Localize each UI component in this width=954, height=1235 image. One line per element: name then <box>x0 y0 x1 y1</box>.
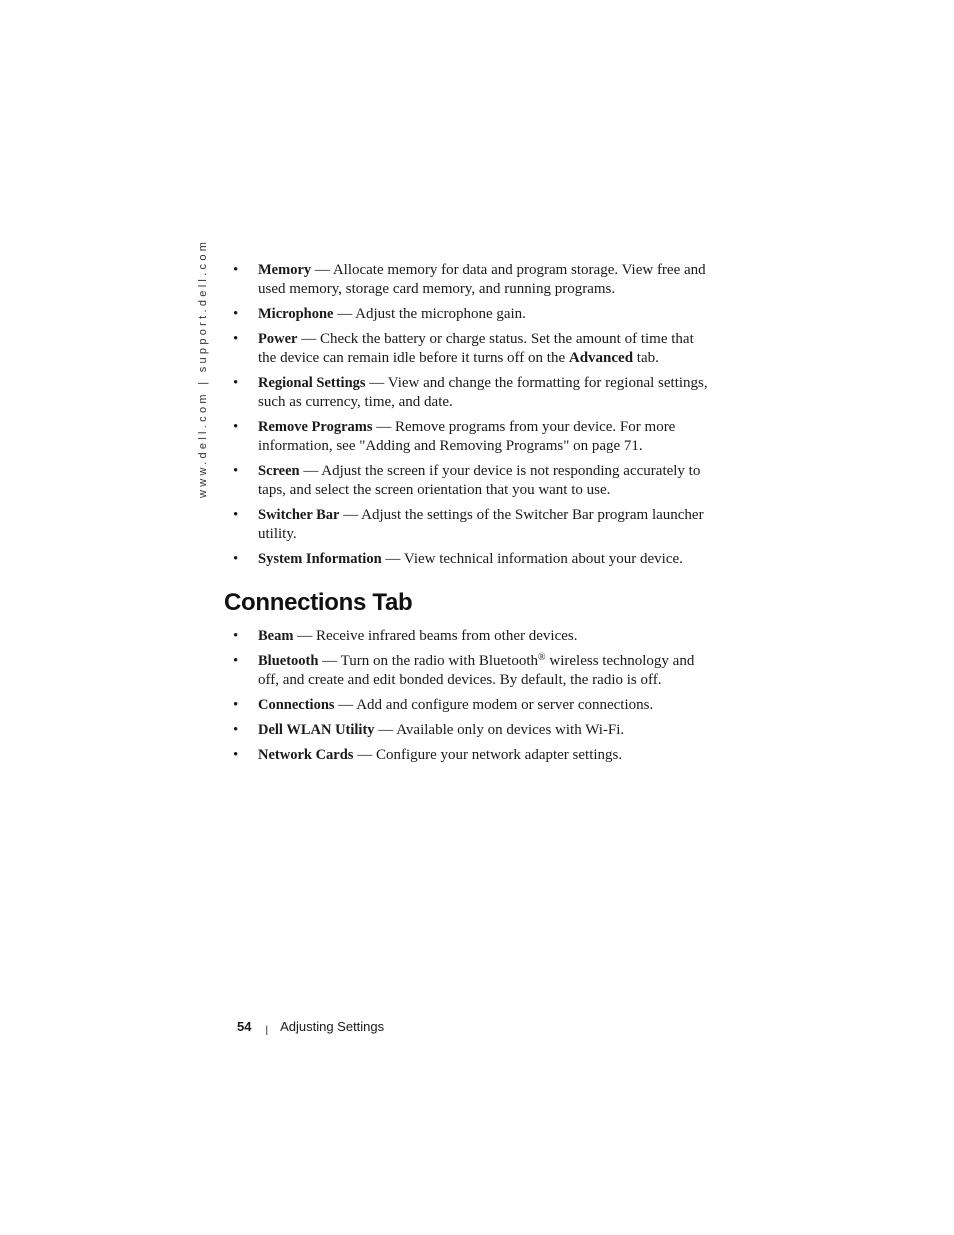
list-item-screen <box>224 462 714 500</box>
list-item-power <box>224 330 714 368</box>
item-term: Memory <box>258 262 312 278</box>
item-description: — Adjust the microphone gain. <box>333 306 526 322</box>
footer-section-title: Adjusting Settings <box>280 1019 385 1034</box>
list-item-switcher-bar <box>224 506 714 544</box>
item-term: Switcher Bar <box>258 507 340 523</box>
list-item-bluetooth <box>224 652 714 690</box>
page-footer <box>237 1019 384 1034</box>
list-item-regional-settings <box>224 374 714 412</box>
item-description: — Receive infrared beams from other devices. <box>293 628 578 644</box>
item-term: Remove Programs <box>258 419 373 435</box>
item-description: — Turn on the radio with Bluetooth <box>318 653 539 669</box>
bullet: • <box>233 463 239 479</box>
item-description: — Add and configure modem or server connections. <box>334 697 654 713</box>
bullet: • <box>233 262 239 278</box>
item-description-end: tab. <box>633 350 659 366</box>
bullet: • <box>233 375 239 391</box>
page-number: 54 <box>237 1019 252 1034</box>
item-term: System Information <box>258 551 382 567</box>
bullet: • <box>233 628 239 644</box>
item-term: Dell WLAN Utility <box>258 722 375 738</box>
connections-list <box>224 627 714 765</box>
item-term: Connections <box>258 697 335 713</box>
item-term: Bluetooth <box>258 653 319 669</box>
item-term: Power <box>258 331 298 347</box>
list-item-beam <box>224 627 714 646</box>
list-item-memory <box>224 261 714 299</box>
bullet: • <box>233 331 239 347</box>
bullet: • <box>233 722 239 738</box>
item-description: — View technical information about your device. <box>381 551 683 567</box>
item-description: — Adjust the settings of the Switcher Bar program launcher utility. <box>258 507 704 542</box>
list-item-network-cards <box>224 746 714 765</box>
bullet: • <box>233 653 239 669</box>
item-term: Screen <box>258 463 300 479</box>
advanced-tab-name: Advanced <box>568 350 634 366</box>
item-description: — Available only on devices with Wi-Fi. <box>374 722 625 738</box>
bullet: • <box>233 507 239 523</box>
list-item-system-information <box>224 550 714 569</box>
list-item-dell-wlan-utility <box>224 721 714 740</box>
list-item-connections <box>224 696 714 715</box>
item-description: — Allocate memory for data and program storage. View free and used memory, storage card memory, and running programs. <box>258 262 706 297</box>
item-term: Microphone <box>258 306 334 322</box>
bullet: • <box>233 306 239 322</box>
list-item-remove-programs <box>224 418 714 456</box>
item-term: Network Cards <box>258 747 354 763</box>
item-description: — Adjust the screen if your device is not responding accurately to taps, and select the screen orientation that you want to use. <box>258 463 701 498</box>
item-description-end: wireless technology and off, and create and edit bonded devices. By default, the radio is off. <box>258 653 695 688</box>
bullet: • <box>233 747 239 763</box>
item-term: Regional Settings <box>258 375 366 391</box>
item-description: — Remove programs from your device. For more information, see "Adding and Removing Programs" on page 71. <box>258 419 676 454</box>
side-url-text: www.dell.com | support.dell.com <box>197 238 209 498</box>
section-heading: Connections Tab <box>224 589 413 616</box>
registered-mark: ® <box>538 652 546 663</box>
item-description: — Check the battery or charge status. Set the amount of time that the device can remain idle before it turns off on the <box>258 331 694 366</box>
page-content <box>224 261 714 771</box>
bullet: • <box>233 697 239 713</box>
footer-separator: | <box>265 1025 269 1036</box>
item-description: — Configure your network adapter settings. <box>353 747 623 763</box>
item-term: Beam <box>258 628 294 644</box>
bullet: • <box>233 551 239 567</box>
bullet: • <box>233 419 239 435</box>
item-description: — View and change the formatting for regional settings, such as currency, time, and date. <box>258 375 708 410</box>
list-item-microphone <box>224 305 714 324</box>
settings-list <box>224 261 714 569</box>
